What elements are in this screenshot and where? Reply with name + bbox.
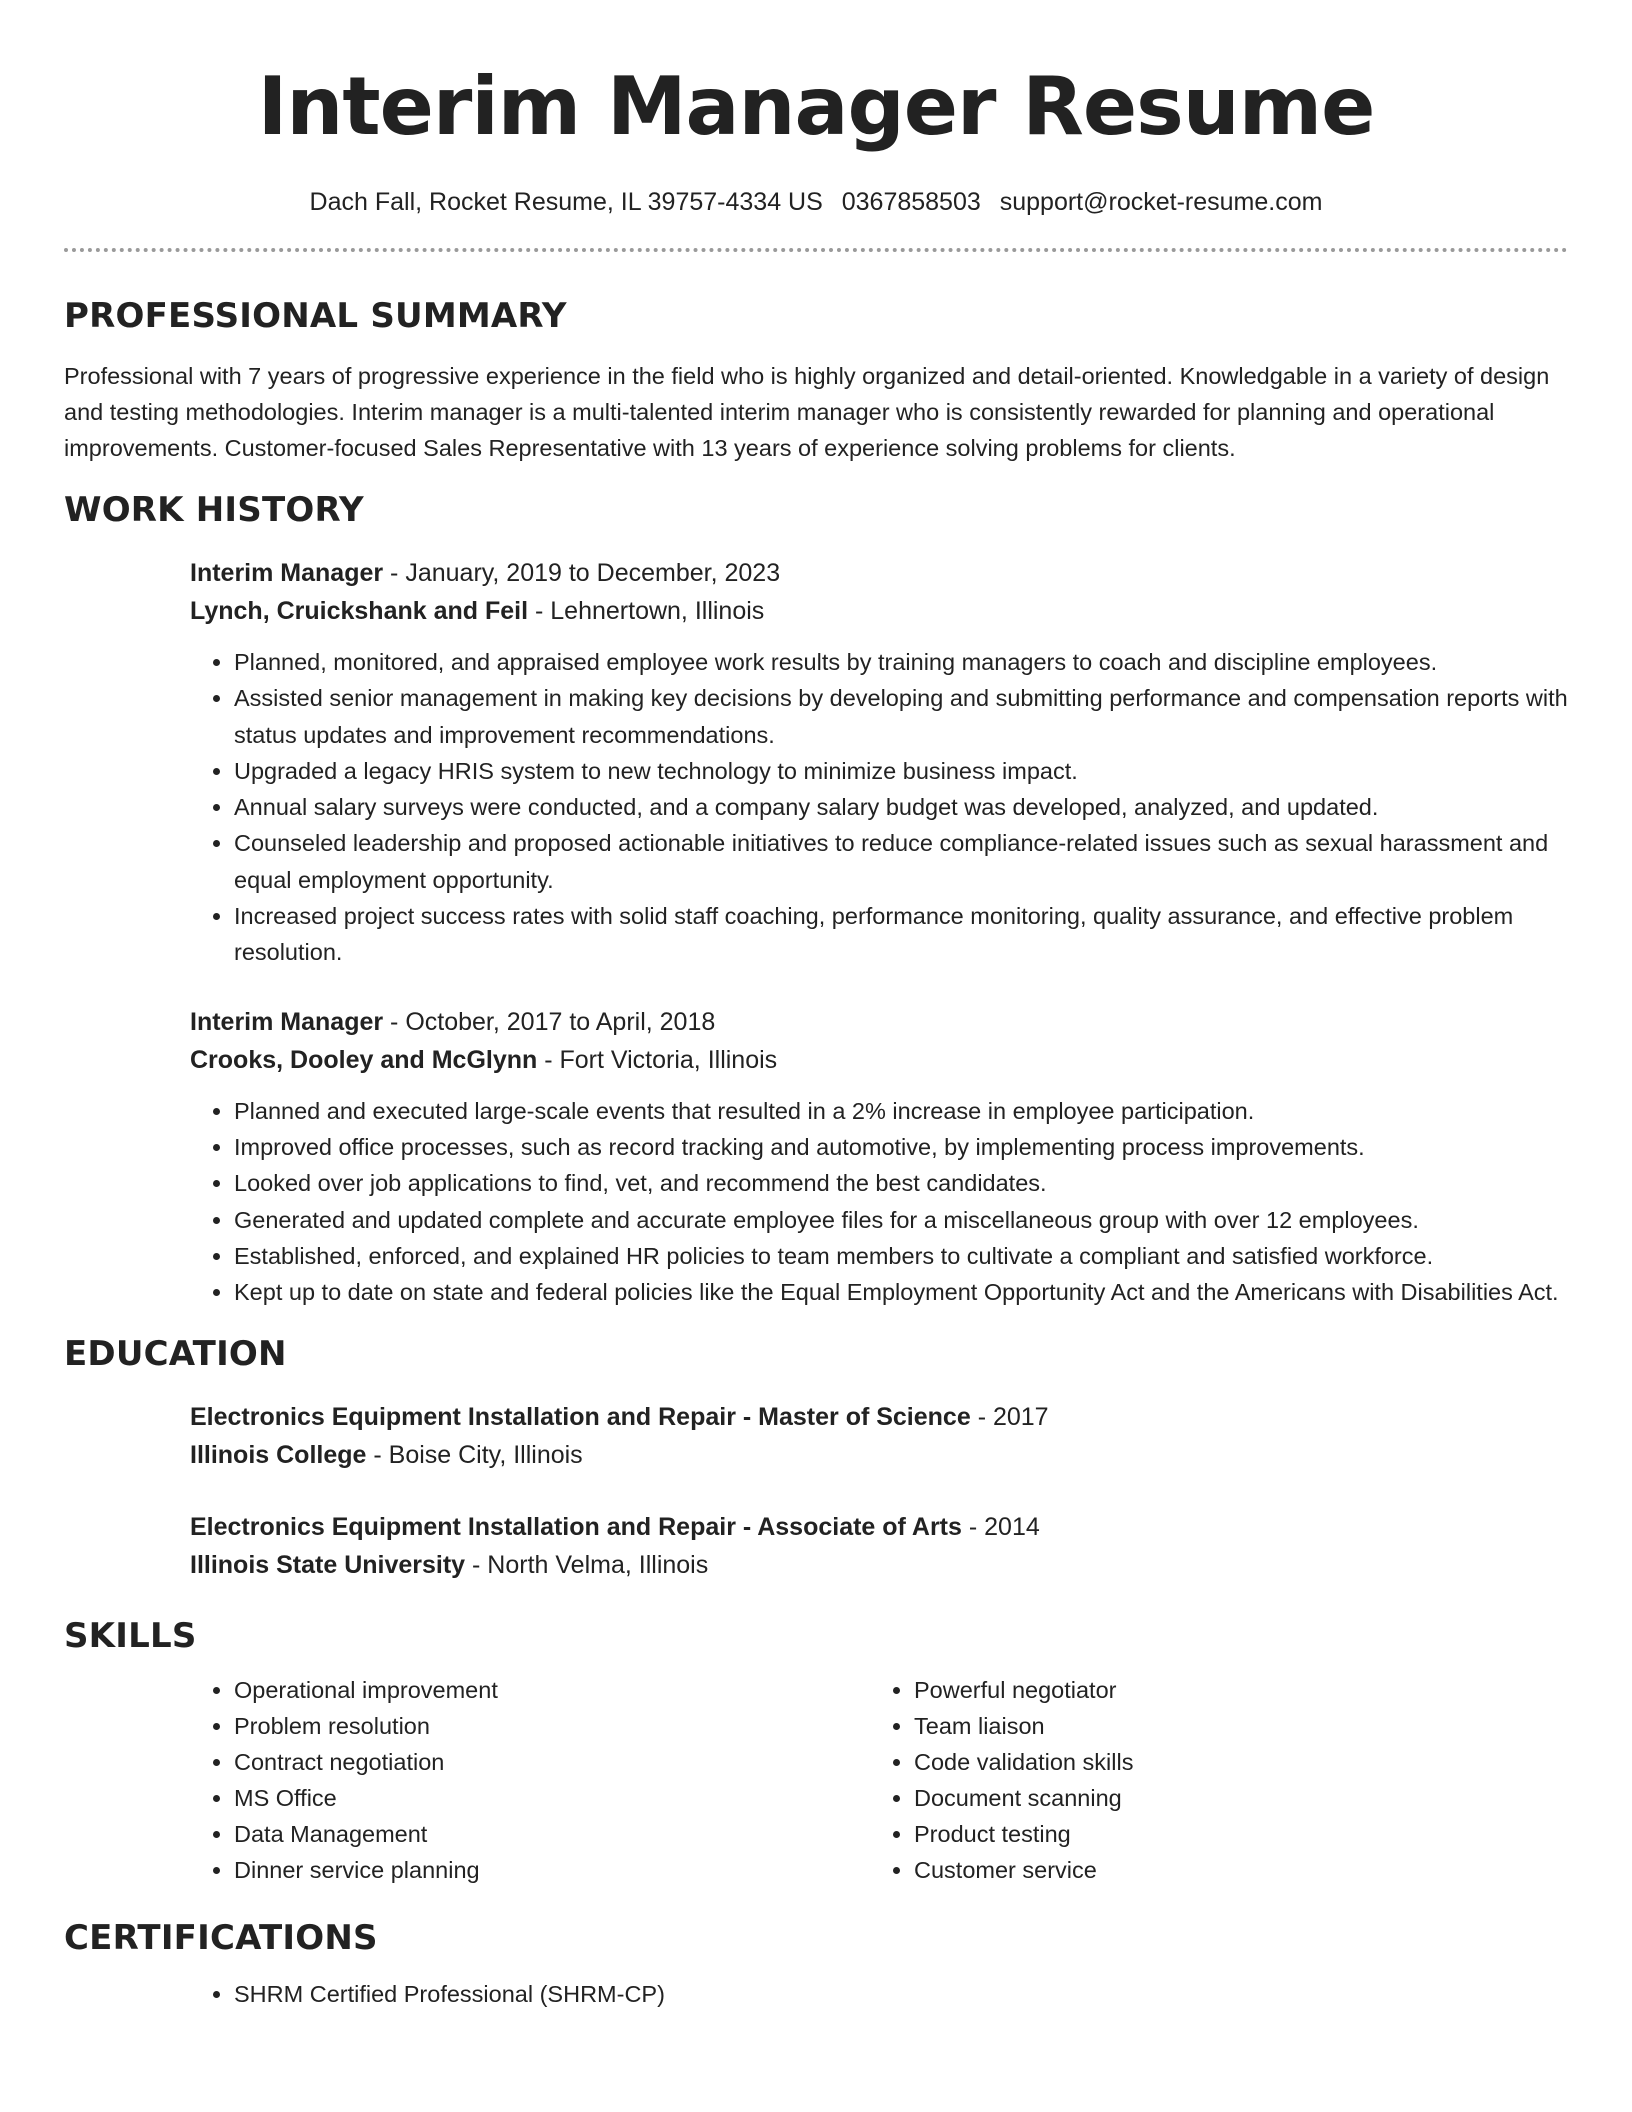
skills-list	[190, 1672, 1568, 1888]
list-item: • Code validation skills	[914, 1744, 1550, 1780]
education-entry-2	[190, 1508, 1568, 1584]
list-item: • Dinner service planning	[234, 1852, 870, 1888]
list-item: • Annual salary surveys were conducted, and a company salary budget was developed, analyzed, and updated.	[234, 789, 1568, 825]
job-title: Interim Manager	[190, 559, 384, 587]
school-line	[190, 1436, 1568, 1474]
degree-year: - 2014	[961, 1513, 1040, 1542]
contact-email: support@rocket-resume.com	[999, 188, 1323, 216]
education-entry-1	[190, 1398, 1568, 1474]
list-item: • Looked over job applications to find, vet, and recommend the best candidates.	[234, 1165, 1568, 1201]
job-bullets	[190, 644, 1568, 971]
job-company-line	[190, 1041, 1568, 1079]
list-item: • Planned, monitored, and appraised employee work results by training managers to coach and discipline employees.	[234, 644, 1568, 680]
education-heading: EDUCATION	[64, 1334, 287, 1375]
list-item: • SHRM Certified Professional (SHRM-CP)	[234, 1976, 1568, 2012]
list-item: • Upgraded a legacy HRIS system to new technology to minimize business impact.	[234, 753, 1568, 789]
school: Illinois State University	[190, 1551, 466, 1580]
summary-text: Professional with 7 years of progressive experience in the field who is highly organized and detail-oriented. Knowledgable in a variety of design and testing methodologies. Interim manager is a multi-talented interim manager who is consistently rewarded for planning and operational improvements. Customer-focused Sales Representative with 13 years of experience solving problems for clients.	[64, 363, 1550, 461]
job-company: Lynch, Cruickshank and Feil	[190, 597, 529, 625]
resume-title: Interim Manager Resume	[257, 60, 1375, 153]
list-item: • Problem resolution	[234, 1708, 870, 1744]
job-bullets	[190, 1093, 1568, 1311]
summary-heading: PROFESSIONAL SUMMARY	[64, 296, 567, 336]
certifications-list	[190, 1976, 1568, 2012]
job-title-line	[190, 554, 1568, 592]
work-history-heading: WORK HISTORY	[64, 490, 364, 530]
job-entry-1	[190, 554, 1568, 971]
list-item: • Increased project success rates with solid staff coaching, performance monitoring, quality assurance, and effective problem resolution.	[234, 898, 1568, 971]
degree-year: - 2017	[970, 1403, 1049, 1432]
list-item: • Planned and executed large-scale events that resulted in a 2% increase in employee participation.	[234, 1093, 1568, 1129]
list-item: • Generated and updated complete and accurate employee files for a miscellaneous group with over 12 employees.	[234, 1202, 1568, 1238]
list-item: • Customer service	[914, 1852, 1550, 1888]
job-company-line	[190, 592, 1568, 630]
job-company: Crooks, Dooley and McGlynn	[190, 1045, 538, 1074]
job-dates: - January, 2019 to December, 2023	[383, 559, 781, 587]
degree: Electronics Equipment Installation and Repair - Associate of Arts	[190, 1513, 962, 1542]
list-item: • Improved office processes, such as record tracking and automotive, by implementing process improvements.	[234, 1129, 1568, 1165]
contact-phone: 0367858503	[841, 188, 981, 216]
list-item: • Counseled leadership and proposed actionable initiatives to reduce compliance-related issues such as sexual harassment and equal employment opportunity.	[234, 825, 1568, 898]
list-item: • Established, enforced, and explained HR policies to team members to cultivate a compliant and satisfied workforce.	[234, 1238, 1568, 1274]
degree: Electronics Equipment Installation and Repair - Master of Science	[190, 1403, 971, 1432]
job-location: - Lehnertown, Illinois	[528, 597, 765, 625]
degree-line	[190, 1508, 1568, 1546]
school: Illinois College	[190, 1441, 367, 1470]
school-location: - North Velma, Illinois	[465, 1551, 709, 1580]
skills-column-right	[870, 1672, 1550, 1888]
contact-address: Dach Fall, Rocket Resume, IL 39757-4334 US	[309, 188, 823, 216]
list-item: • Operational improvement	[234, 1672, 870, 1708]
certifications-heading: CERTIFICATIONS	[64, 1918, 378, 1959]
job-dates: - October, 2017 to April, 2018	[383, 1007, 716, 1036]
list-item: • Product testing	[914, 1816, 1550, 1852]
list-item: • Contract negotiation	[234, 1744, 870, 1780]
header-divider	[64, 248, 1568, 252]
contact-line	[64, 184, 1568, 220]
list-item: • MS Office	[234, 1780, 870, 1816]
job-title: Interim Manager	[190, 1007, 384, 1036]
job-entry-2	[190, 1003, 1568, 1311]
skills-column-left	[190, 1672, 870, 1888]
list-item: • Kept up to date on state and federal policies like the Equal Employment Opportunity Act and the Americans with Disabilities Act.	[234, 1274, 1568, 1310]
list-item: • Powerful negotiator	[914, 1672, 1550, 1708]
school-line	[190, 1546, 1568, 1584]
job-location: - Fort Victoria, Illinois	[537, 1045, 778, 1074]
list-item: • Team liaison	[914, 1708, 1550, 1744]
job-title-line	[190, 1003, 1568, 1041]
list-item: • Data Management	[234, 1816, 870, 1852]
degree-line	[190, 1398, 1568, 1436]
list-item: • Document scanning	[914, 1780, 1550, 1816]
skills-heading: SKILLS	[64, 1616, 197, 1657]
list-item: • Assisted senior management in making key decisions by developing and submitting performance and compensation reports with status updates and improvement recommendations.	[234, 680, 1568, 753]
school-location: - Boise City, Illinois	[366, 1441, 583, 1470]
